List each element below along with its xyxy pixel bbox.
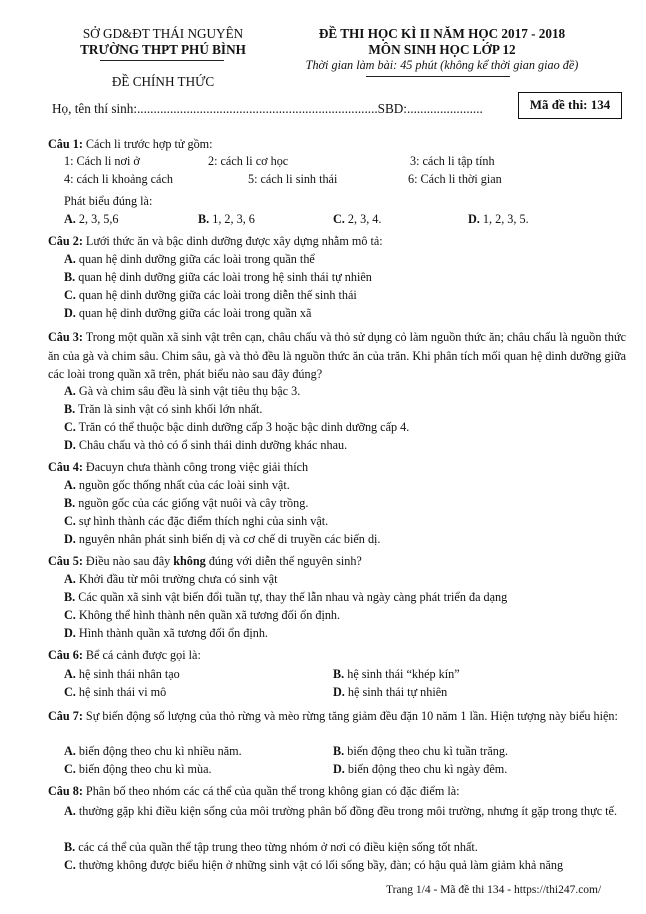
q1-item-6: 6: Cách li thời gian	[408, 172, 502, 186]
q6-option-d: D. hệ sinh thái tự nhiên	[333, 685, 448, 699]
q6-option-c: C. hệ sinh thái vi mô	[64, 685, 167, 699]
question-text: Cách li trước hợp tử gồm:	[82, 137, 213, 151]
question-6: Câu 6: Bể cá cảnh được gọi là:	[48, 648, 201, 662]
q5-option-a: A. Khởi đầu từ môi trường chưa có sinh vật	[64, 572, 278, 586]
q3-option-c: C. Trăn có thể thuộc bậc dinh dưỡng cấp 3 hoặc bậc dinh dưỡng cấp 4.	[64, 420, 410, 434]
question-2: Câu 2: Lưới thức ăn và bậc dinh dưỡng được xây dựng nhằm mô tả:	[48, 234, 383, 248]
exam-subject: MÔN SINH HỌC LỚP 12	[368, 42, 516, 57]
department-name: SỞ GD&ĐT THÁI NGUYÊN	[82, 26, 244, 41]
q7-option-b: B. biến động theo chu kì tuần trăng.	[333, 744, 509, 758]
q1-item-3: 3: cách li tập tính	[410, 154, 495, 168]
q8-option-a: A. thường gặp khi điều kiện sống của môi trường phân bố đồng đều trong môi trường, nhưng ít gặp trong thực tế.	[64, 804, 618, 818]
q6-option-a: A. hệ sinh thái nhân tạo	[64, 667, 180, 681]
q8-option-c: C. thường không được biểu hiện ở những sinh vật có lối sống bầy, đàn; có hậu quả làm giảm khả năng	[64, 858, 564, 872]
q7-option-a: A. biến động theo chu kì nhiều năm.	[64, 744, 242, 758]
q4-option-d: D. nguyên nhân phát sinh biến dị và cơ chế di truyền các biến dị.	[64, 532, 381, 546]
question-3: Câu 3: Trong một quần xã sinh vật trên cạn, châu chấu và thỏ sử dụng cỏ làm nguồn thức ăn; châu chấu là nguồn thức ăn của gà và chim sâu. Chim sâu, gà và thỏ đều là nguồn thức ăn của trăn. Khi phân tích mối quan hệ dinh dưỡng giữa các loài trong quần xã trên, phát biểu nào sau đây đúng?	[48, 330, 626, 381]
question-5: Câu 5: Điều nào sau đây không đúng với diễn thế nguyên sinh?	[48, 554, 362, 568]
question-4: Câu 4: Đacuyn chưa thành công trong việc giải thích	[48, 460, 309, 474]
q8-option-b: B. các cá thể của quần thể tập trung theo từng nhóm ở nơi có điều kiện sống tốt nhất.	[64, 840, 478, 854]
q7-option-d: D. biến động theo chu kì ngày đêm.	[333, 762, 508, 776]
question-label: Câu 1:	[48, 137, 83, 151]
official-label: ĐỀ CHÍNH THỨC	[111, 74, 215, 89]
q1-option-b: B. 1, 2, 3, 6	[198, 212, 255, 226]
question-1	[48, 137, 213, 152]
q2-option-a: A. quan hệ dinh dưỡng giữa các loài trong quần thể	[64, 252, 315, 266]
q4-option-c: C. sự hình thành các đặc điểm thích nghi của sinh vật.	[64, 514, 329, 528]
q3-option-b: B. Trăn là sinh vật có sinh khối lớn nhất.	[64, 402, 263, 416]
q5-option-c: C. Không thể hình thành nên quần xã tương đối ổn định.	[64, 608, 341, 622]
exam-code-box: Mã đề thi: 134	[518, 92, 622, 119]
q4-option-a: A. nguồn gốc thống nhất của các loài sinh vật.	[64, 478, 290, 492]
q1-option-d: D. 1, 2, 3, 5.	[468, 212, 529, 226]
q1-item-4: 4: cách li khoảng cách	[64, 172, 173, 186]
q1-item-5: 5: cách li sinh thái	[248, 172, 338, 186]
q1-item-1: 1: Cách li nơi ở	[64, 154, 140, 168]
page-footer: Trang 1/4 - Mã đề thi 134 - https://thi247.com/	[386, 884, 602, 896]
q1-item-2: 2: cách li cơ học	[208, 154, 289, 168]
q2-option-b: B. quan hệ dinh dưỡng giữa các loài trong hệ sinh thái tự nhiên	[64, 270, 372, 284]
q7-option-c: C. biến động theo chu kì mùa.	[64, 762, 212, 776]
q5-option-d: D. Hình thành quần xã tương đối ổn định.	[64, 626, 268, 640]
q1-option-a: A. 2, 3, 5,6	[64, 212, 119, 226]
school-name: TRƯỜNG THPT PHÚ BÌNH	[80, 42, 246, 57]
question-8: Câu 8: Phân bố theo nhóm các cá thể của quần thể trong không gian có đặc điểm là:	[48, 784, 460, 798]
q3-option-a: A. Gà và chim sâu đều là sinh vật tiêu thụ bậc 3.	[64, 384, 301, 398]
q4-option-b: B. nguồn gốc của các giống vật nuôi và cây trồng.	[64, 496, 309, 510]
q5-option-b: B. Các quần xã sinh vật biến đổi tuần tự, thay thế lẫn nhau và ngày càng phát triển đa dạng	[64, 590, 508, 604]
question-7: Câu 7: Sự biến động số lượng của thỏ rừng và mèo rừng tăng giảm đều đặn 10 năm 1 lần. Hiện tượng này biểu hiện:	[48, 709, 618, 723]
duration-underline	[366, 76, 510, 77]
q6-option-b: B. hệ sinh thái “khép kín”	[333, 667, 460, 681]
q2-option-c: C. quan hệ dinh dưỡng giữa các loài trong diễn thế sinh thái	[64, 288, 357, 302]
candidate-info-line: Họ, tên thí sinh:.........................................................................SBD:.......................	[52, 101, 483, 116]
q1-statement: Phát biểu đúng là:	[64, 194, 153, 208]
school-underline	[100, 60, 224, 61]
q2-option-d: D. quan hệ dinh dưỡng giữa các loài trong quần xã	[64, 306, 312, 320]
exam-title: ĐỀ THI HỌC KÌ II NĂM HỌC 2017 - 2018	[318, 26, 566, 41]
q3-option-d: D. Châu chấu và thỏ có ổ sinh thái dinh dưỡng khác nhau.	[64, 438, 348, 452]
q1-option-c: C. 2, 3, 4.	[333, 212, 382, 226]
exam-duration: Thời gian làm bài: 45 phút (không kể thời gian giao đề)	[305, 58, 579, 72]
